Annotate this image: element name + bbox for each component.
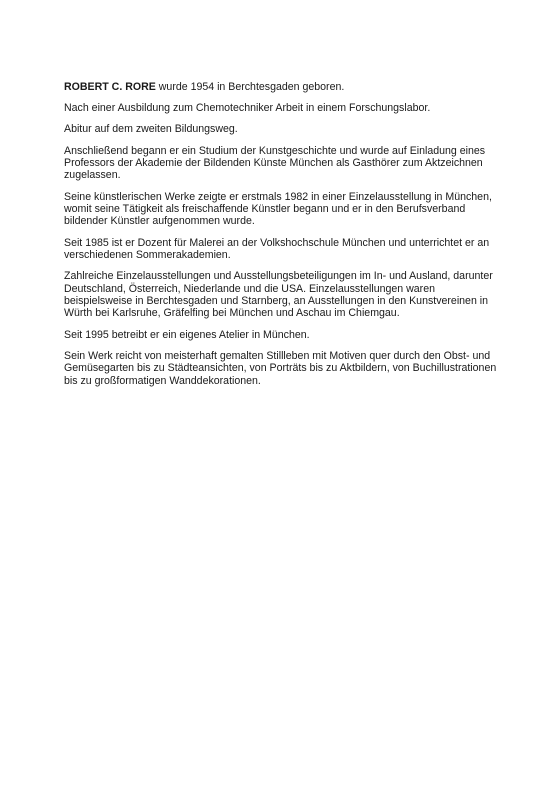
artist-name: ROBERT C. RORE (64, 81, 156, 93)
biography-text (64, 81, 504, 396)
paragraph-exhibitions: Zahlreiche Einzelausstellungen und Ausstellungsbeteiligungen im In- und Ausland, darunter Deutschland, Österreich, Niederlande und die USA. Einzelausstellungen waren beispielsweise in Berchtesgaden und Starnberg, an Ausstellungen in den Kunstvereinen in Würth bei Karlsruhe, Gräfelfing bei München und Aschau im Chiemgau. (64, 270, 493, 320)
paragraph-training: Nach einer Ausbildung zum Chemotechniker Arbeit in einem Forschungslabor. (64, 102, 431, 115)
paragraph-abitur: Abitur auf dem zweiten Bildungsweg. (64, 123, 238, 136)
paragraph-birth-text: wurde 1954 in Berchtesgaden geboren. (155, 81, 345, 93)
paragraph-work: Sein Werk reicht von meisterhaft gemalten Stillleben mit Motiven quer durch den Obst- und Gemüsegarten bis zu Städteansichten, von Porträts bis zu Aktbildern, von Buchillustrationen bis zu großformatigen Wanddekorationen. (64, 349, 497, 387)
paragraph-lecturer: Seit 1985 ist er Dozent für Malerei an der Volkshochschule München und unterrichtet er an verschiedenen Sommerakademien. (64, 236, 490, 262)
paragraph-atelier: Seit 1995 betreibt er ein eigenes Atelier in München. (64, 328, 310, 341)
paragraph-study: Anschließend begann er ein Studium der Kunstgeschichte und wurde auf Einladung eines Professors der Akademie der Bildenden Künste München als Gasthörer zum Aktzeichnen zugelassen. (64, 144, 486, 182)
paragraph-first-exhibition: Seine künstlerischen Werke zeigte er erstmals 1982 in einer Einzelausstellung in München, womit seine Tätigkeit als freischaffende Künstler begann und er in den Berufsverband bildender Künstler aufgenommen wurde. (64, 190, 492, 228)
paragraph-birth (64, 81, 504, 93)
